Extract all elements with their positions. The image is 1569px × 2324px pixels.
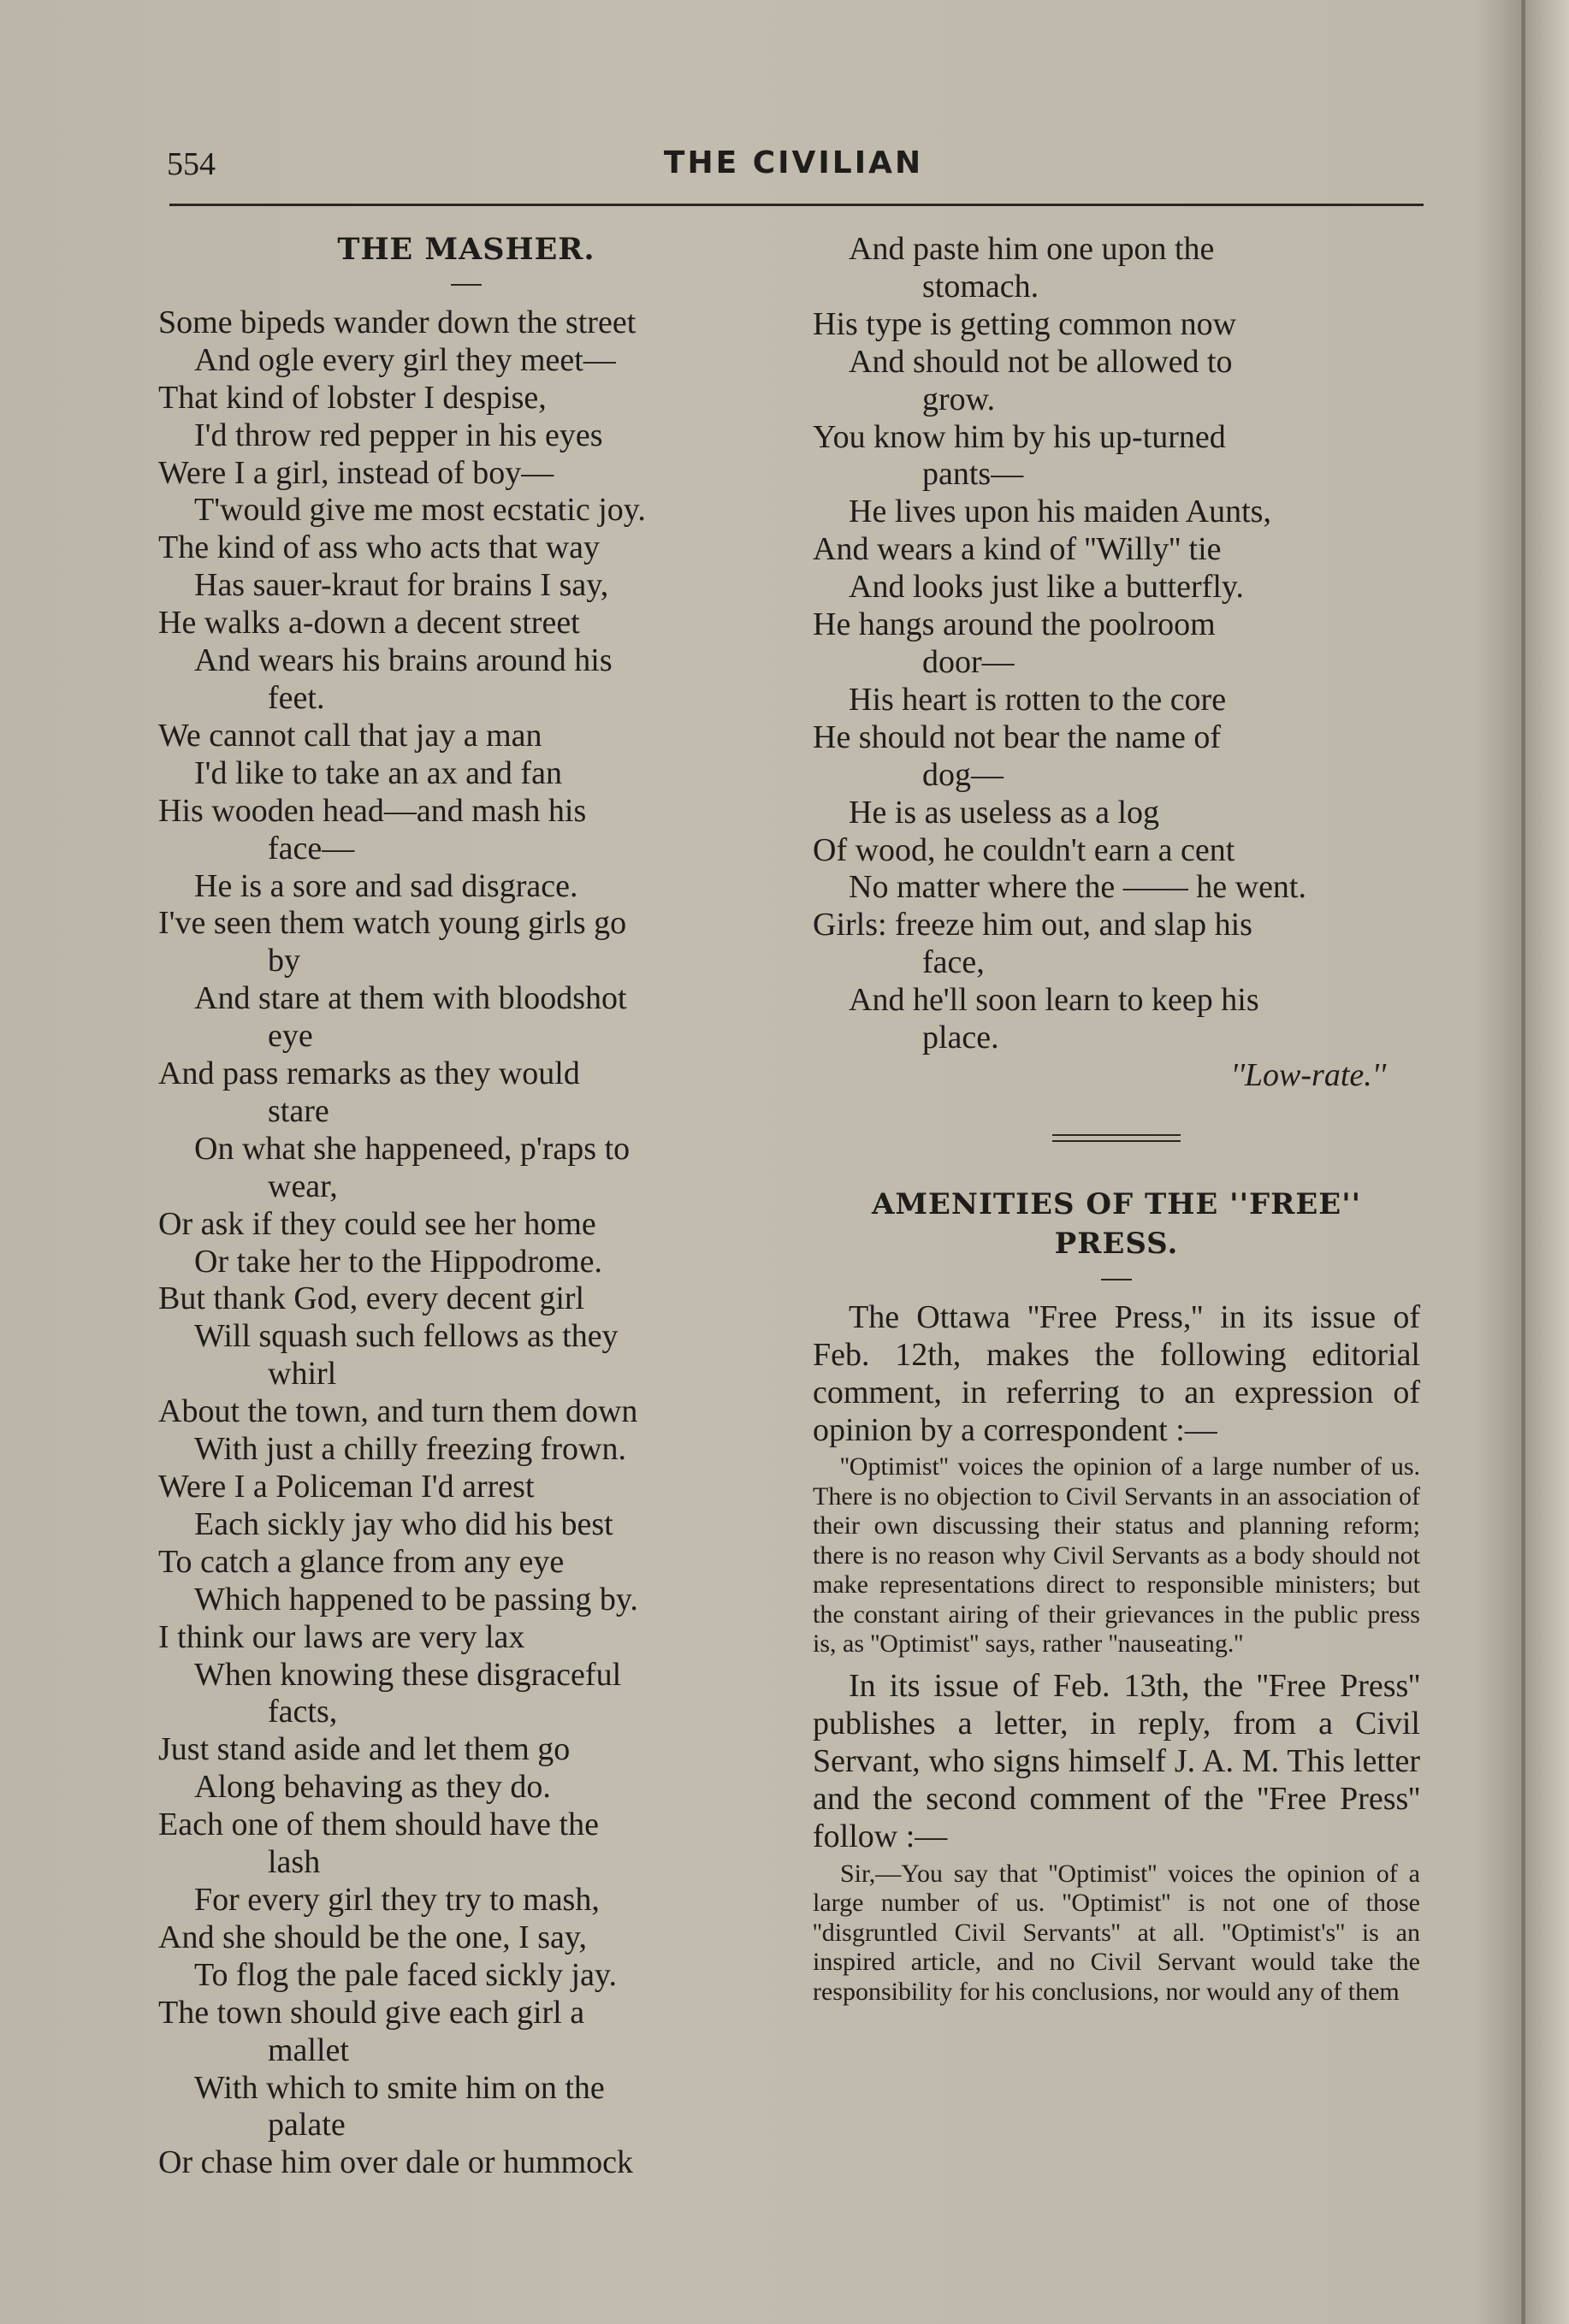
poem-lines-left: [158, 305, 774, 2182]
poem-line: We cannot call that jay a man: [158, 717, 542, 754]
poem-line: stomach.: [922, 268, 1039, 305]
poem-line: That kind of lobster I despise,: [158, 379, 547, 416]
poem-line: T'would give me most ecstatic joy.: [194, 492, 646, 529]
poem-line: And stare at them with bloodshot: [194, 980, 627, 1017]
poem-line: To flog the pale faced sickly jay.: [194, 1956, 617, 1993]
poem-line: stare: [268, 1092, 329, 1129]
poem-line: Or ask if they could see her home: [158, 1205, 596, 1242]
page-number: 554: [167, 146, 216, 182]
poem-line: And looks just like a butterfly.: [849, 569, 1244, 606]
poem-line: Has sauer-kraut for brains I say,: [194, 567, 609, 604]
poem-line: He lives upon his maiden Aunts,: [849, 494, 1271, 530]
poem-line: He walks a-down a decent street: [158, 605, 580, 642]
poem-lines-right: [813, 231, 1420, 1057]
poem-line: I think our laws are very lax: [158, 1618, 525, 1655]
poem-line: I've seen them watch young girls go: [158, 905, 627, 942]
poem-line: He is a sore and sad disgrace.: [194, 867, 578, 904]
poem-line: He is as useless as a log: [849, 794, 1160, 831]
poem-line: About the town, and turn them down: [158, 1393, 638, 1430]
poem-line: And pass remarks as they would: [158, 1056, 580, 1092]
poem-line: But thank God, every decent girl: [158, 1280, 585, 1317]
header-rule: [169, 204, 1424, 206]
poem-line: His wooden head—and mash his: [158, 792, 587, 829]
poem-line: door—: [922, 643, 1015, 680]
poem-line: You know him by his up-turned: [813, 418, 1226, 455]
poem-line: face—: [268, 830, 355, 866]
poem-line: Just stand aside and let them go: [158, 1731, 571, 1768]
poem-line: No matter where the —— he went.: [849, 869, 1306, 906]
poem-line: The kind of ass who acts that way: [158, 529, 601, 566]
poem-line: mallet: [268, 2031, 349, 2068]
article-paragraph-1: The Ottawa ''Free Press,'' in its issue of Feb. 12th, makes the following editorial comment, in referring to an expression of opinion by a correspondent :—: [813, 1298, 1420, 1448]
poem-line: Were I a girl, instead of boy—: [158, 454, 554, 491]
poem-line: place.: [922, 1020, 999, 1056]
poem-line: I'd like to take an ax and fan: [194, 754, 562, 791]
poem-line: feet.: [268, 679, 325, 716]
poem-line: Will squash such fellows as they: [194, 1318, 619, 1355]
poem-line: lash: [268, 1844, 321, 1881]
poem-line: For every girl they try to mash,: [194, 1881, 600, 1918]
poem-line: by: [268, 943, 300, 979]
poem-title: THE MASHER.: [337, 232, 595, 267]
poem-line: facts,: [268, 1694, 338, 1730]
poem-line: To catch a glance from any eye: [158, 1543, 565, 1580]
poem-line: Along behaving as they do.: [194, 1769, 551, 1806]
poem-line: The town should give each girl a: [158, 1994, 585, 2031]
poem-line: And paste him one upon the: [849, 231, 1215, 267]
poem-line: whirl: [268, 1356, 337, 1393]
article-paragraph-2: In its issue of Feb. 13th, the ''Free Press'' publishes a letter, in reply, from a Civil Servant, who signs himself J. A. M. This letter and the second comment of the ''Free Press'' follow :—: [813, 1667, 1420, 1854]
article-title-line-1: AMENITIES OF THE ''FREE'': [871, 1186, 1362, 1221]
poem-line: Were I a Policeman I'd arrest: [158, 1469, 535, 1505]
page-header: [167, 145, 1420, 197]
poem-line: pants—: [922, 456, 1024, 493]
poem-line: Or chase him over dale or hummock: [158, 2144, 634, 2181]
poem-line: And wears a kind of ''Willy'' tie: [813, 531, 1222, 568]
poem-line: And he'll soon learn to keep his: [849, 982, 1259, 1019]
poem-line: He hangs around the poolroom: [813, 606, 1216, 643]
article-title-line-2: PRESS.: [1054, 1226, 1179, 1261]
poem-line: Girls: freeze him out, and slap his: [813, 907, 1252, 943]
poem-line: On what she happeneed, p'raps to: [194, 1130, 631, 1167]
article-title: [813, 1185, 1420, 1263]
publication-title: THE CIVILIAN: [663, 145, 924, 180]
poem-line: palate: [268, 2107, 346, 2144]
poem-line: His type is getting common now: [813, 305, 1237, 342]
poem-line: I'd throw red pepper in his eyes: [194, 417, 603, 453]
poem-line: Which happened to be passing by.: [194, 1581, 638, 1617]
right-column: [813, 231, 1420, 2015]
poem-line: Some bipeds wander down the street: [158, 304, 636, 340]
poem-line: He should not bear the name of: [813, 718, 1221, 755]
poem-line: And wears his brains around his: [194, 642, 613, 679]
article-quote-2: Sir,—You say that ''Optimist'' voices the opinion of a large number of us. ''Optimist'' is not one of those ''disgruntled Civil Servants'' at all. ''Optimist's'' is an inspired article, and no Civil Servant would take the responsibility for his conclusions, nor would any of them: [813, 1859, 1420, 2006]
poem-line: Each sickly jay who did his best: [194, 1505, 613, 1542]
poem-line: grow.: [922, 381, 996, 417]
poem-line: Each one of them should have the: [158, 1807, 599, 1843]
poem-line: wear,: [268, 1168, 338, 1204]
article-quote-1: ''Optimist'' voices the opinion of a large number of us. There is no objection to Civil Servants in an association of their own discussing their status and planning reform; there is no reason why Civil Servants as a body should not make representations direct to responsible ministers; but the constant airing of their grievances in the public press is, as ''Optimist'' says, rather ''nauseating.'': [813, 1452, 1420, 1659]
poem-signature: ''Low-rate.'': [1230, 1056, 1386, 1093]
poem-line: When knowing these disgraceful: [194, 1656, 622, 1693]
poem-line: Or take her to the Hippodrome.: [194, 1243, 602, 1280]
left-column: [158, 231, 774, 2182]
poem-line: And should not be allowed to: [849, 343, 1233, 380]
poem-line: With which to smite him on the: [194, 2069, 605, 2106]
article-title-dash: [1101, 1279, 1132, 1280]
poem-line: dog—: [922, 756, 1004, 793]
poem-line: And ogle every girl they meet—: [194, 341, 616, 378]
section-divider: [1052, 1134, 1181, 1142]
poem-line: eye: [268, 1018, 313, 1055]
title-dash: [451, 284, 482, 286]
poem-line: His heart is rotten to the core: [849, 681, 1227, 718]
poem-line: And she should be the one, I say,: [158, 1919, 587, 1955]
poem-line: With just a chilly freezing frown.: [194, 1431, 626, 1468]
poem-line: Of wood, he couldn't earn a cent: [813, 831, 1235, 868]
binding-gutter: [1521, 0, 1526, 2324]
poem-line: face,: [922, 944, 985, 981]
